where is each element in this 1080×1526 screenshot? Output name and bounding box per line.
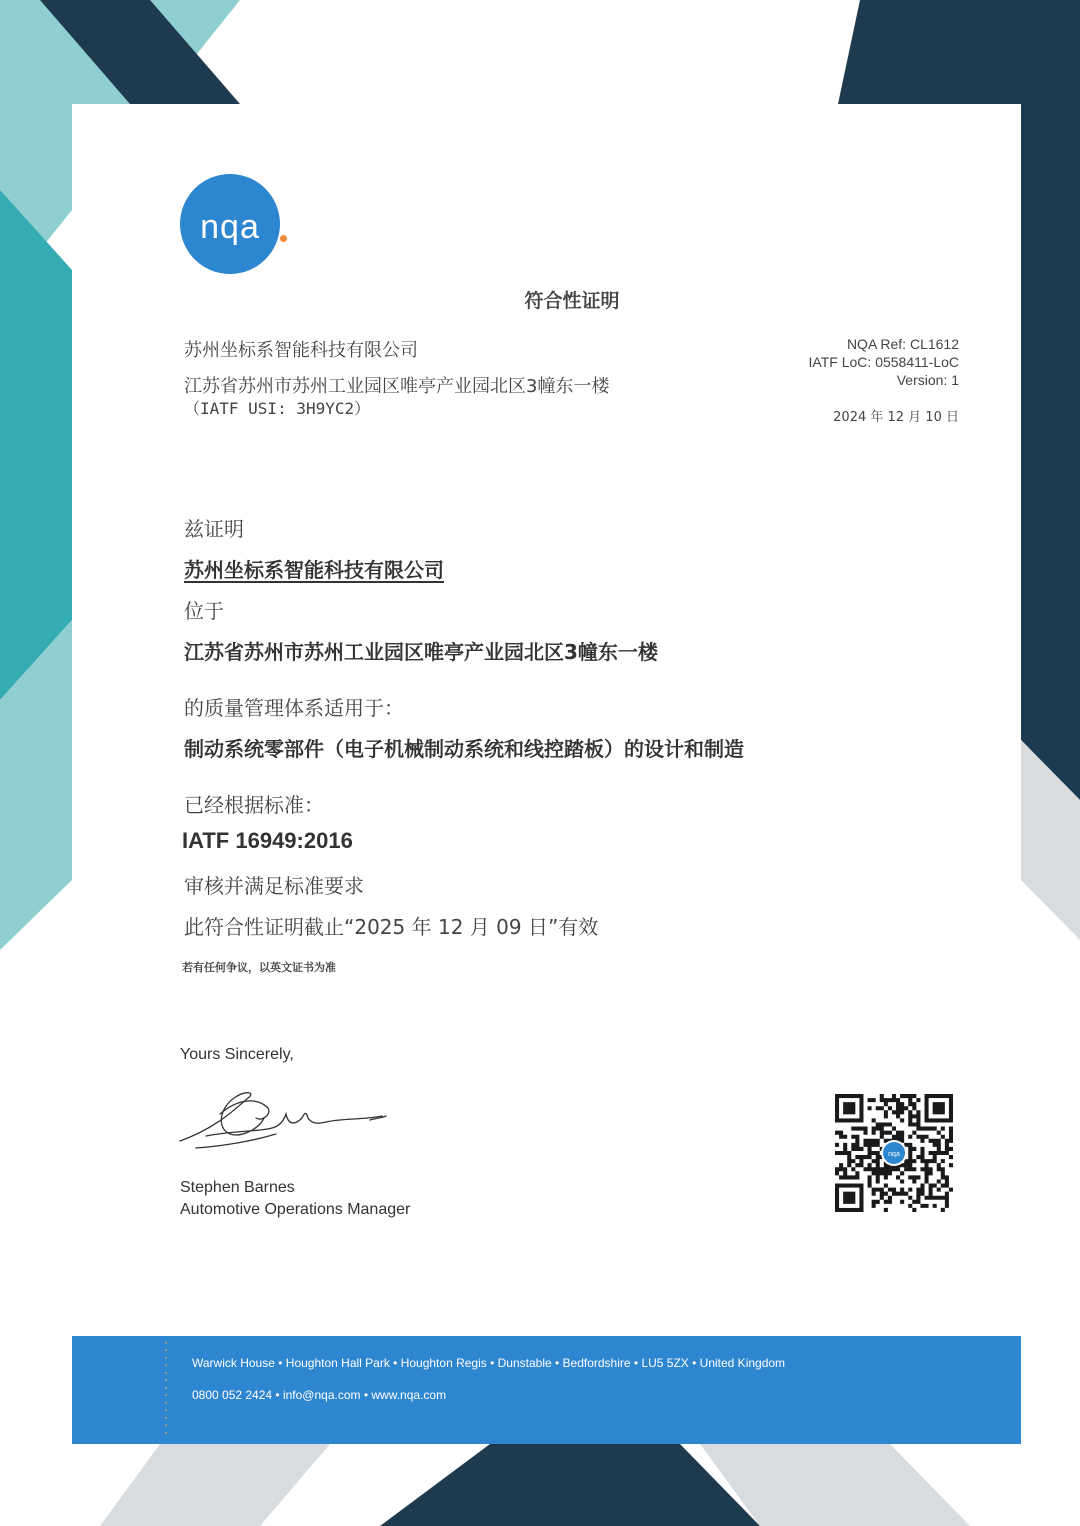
handwritten-signature (176, 1088, 392, 1156)
scope-intro: 的质量管理体系适用于： (184, 696, 404, 720)
validity-statement: 此符合性证明截止“2025 年 12 月 09 日”有效 (184, 915, 599, 939)
footer-dotted-divider (163, 1340, 169, 1440)
nqa-logo (180, 174, 280, 274)
qr-code (835, 1094, 953, 1212)
certified-address: 江苏省苏州市苏州工业园区唯亭产业园北区3幢东一楼 (184, 640, 658, 664)
signer-title: Automotive Operations Manager (180, 1201, 411, 1218)
certified-company: 苏州坐标系智能科技有限公司 (184, 558, 444, 582)
header-address: 江苏省苏州市苏州工业园区唯亭产业园北区3幢东一楼 (184, 376, 610, 397)
issue-date: 2024 年 12 月 10 日 (833, 410, 959, 425)
footer-contact: 0800 052 2424 • info@nqa.com • www.nqa.com (192, 1388, 447, 1402)
standard-intro: 已经根据标准： (184, 793, 324, 817)
certify-intro: 兹证明 (184, 517, 244, 541)
dispute-note: 若有任何争议，以英文证书为准 (182, 961, 336, 974)
nqa-logo-dot (280, 235, 287, 242)
closing-salutation: Yours Sincerely, (180, 1046, 294, 1063)
document-title: 符合性证明 (524, 290, 620, 312)
bg-shape-grey-bottom-left (100, 1444, 330, 1526)
header-company: 苏州坐标系智能科技有限公司 (184, 340, 418, 361)
located-at-label: 位于 (184, 599, 224, 623)
bg-shape-teal-mid (0, 190, 72, 700)
footer-address: Warwick House • Houghton Hall Park • Houghton Regis • Dunstable • Bedfordshire • LU5 5ZX • United Kingdom (192, 1356, 786, 1370)
header-usi: （IATF USI: 3H9YC2） (184, 399, 371, 418)
audited-statement: 审核并满足标准要求 (184, 874, 364, 898)
qr-center-logo-text: nqa (888, 1151, 900, 1158)
nqa-ref: NQA Ref: CL1612 (846, 336, 959, 352)
scope-text: 制动系统零部件（电子机械制动系统和线控踏板）的设计和制造 (184, 737, 744, 761)
iatf-loc: IATF LoC: 0558411-LoC (808, 354, 959, 370)
version: Version: 1 (896, 372, 959, 388)
bg-shape-navy-bottom (380, 1444, 760, 1526)
nqa-logo-text: nqa (200, 208, 260, 246)
signer-name: Stephen Barnes (180, 1179, 295, 1196)
standard-name: IATF 16949:2016 (182, 828, 353, 853)
